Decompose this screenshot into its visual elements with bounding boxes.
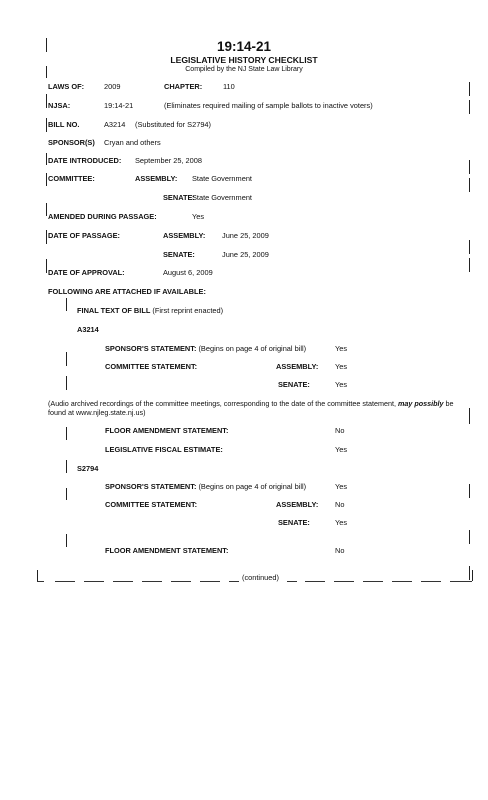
njsa-value: 19:14-21 xyxy=(104,101,134,110)
footer-dash xyxy=(37,581,44,582)
approval-value: August 6, 2009 xyxy=(163,268,213,277)
footer-corner-right xyxy=(472,570,473,581)
footer-dash xyxy=(229,581,239,582)
margin-bar xyxy=(46,153,47,165)
a3214-senate-label: SENATE: xyxy=(278,380,310,389)
s2794-assembly-label: ASSEMBLY: xyxy=(276,500,319,509)
margin-bar xyxy=(46,94,47,108)
page-title: LEGISLATIVE HISTORY CHECKLIST xyxy=(170,55,318,65)
a3214-sponsor-note: (Begins on page 4 of original bill) xyxy=(198,344,307,353)
a3214-sponsor-value: Yes xyxy=(335,344,348,353)
margin-bar xyxy=(46,203,47,216)
footer-dash xyxy=(363,581,383,582)
footer-dash xyxy=(305,581,325,582)
footer-dash xyxy=(334,581,354,582)
margin-bar xyxy=(66,488,67,500)
margin-bar xyxy=(66,376,67,390)
final-text-row xyxy=(77,306,223,315)
passage-assembly-value: June 25, 2009 xyxy=(222,231,269,240)
passage-label: DATE OF PASSAGE: xyxy=(48,231,120,240)
passage-senate-value: June 25, 2009 xyxy=(222,250,269,259)
njsa-label: NJSA: xyxy=(48,101,71,110)
committee-senate-value: State Government xyxy=(192,193,252,202)
a3214-assembly-label: ASSEMBLY: xyxy=(276,362,319,371)
margin-bar xyxy=(469,258,470,272)
sponsors-value: Cryan and others xyxy=(104,138,161,147)
sponsors-label: SPONSOR(S) xyxy=(48,138,95,147)
footer-dash xyxy=(171,581,191,582)
margin-bar xyxy=(469,100,470,114)
bill-no-value: A3214 xyxy=(104,120,126,129)
laws-of-label: LAWS OF: xyxy=(48,82,85,91)
s2794-sponsor-value: Yes xyxy=(335,482,348,491)
amended-value: Yes xyxy=(192,212,205,221)
a3214-sponsor-row xyxy=(105,344,306,353)
s2794-assembly-value: No xyxy=(335,500,345,509)
footer-dash xyxy=(421,581,441,582)
footer-dash xyxy=(287,581,297,582)
document-number: 19:14-21 xyxy=(216,39,272,54)
amended-label: AMENDED DURING PASSAGE: xyxy=(48,212,157,221)
margin-bar xyxy=(469,484,470,498)
margin-bar xyxy=(469,566,470,580)
margin-bar xyxy=(46,118,47,132)
s2794-senate-label: SENATE: xyxy=(278,518,310,527)
laws-of-value: 2009 xyxy=(104,82,121,91)
bill-a3214-heading: A3214 xyxy=(77,325,99,334)
audio-note-text: (Audio archived recordings of the committee meetings, corresponding to the date of the committee statement, xyxy=(48,399,396,408)
bill-no-note: (Substituted for S2794) xyxy=(135,120,212,129)
a3214-floor-value: No xyxy=(335,426,345,435)
margin-bar xyxy=(469,160,470,174)
footer-dash xyxy=(200,581,220,582)
a3214-assembly-value: Yes xyxy=(335,362,348,371)
margin-bar xyxy=(46,173,47,186)
audio-note-emphasis: may possibly xyxy=(397,399,444,408)
margin-bar xyxy=(469,530,470,544)
footer-dash xyxy=(450,581,472,582)
footer-dash xyxy=(55,581,75,582)
margin-bar xyxy=(66,427,67,440)
passage-senate-label: SENATE: xyxy=(163,250,195,259)
s2794-senate-value: Yes xyxy=(335,518,348,527)
passage-assembly-label: ASSEMBLY: xyxy=(163,231,206,240)
committee-senate-label: SENATE: xyxy=(163,193,195,202)
s2794-sponsor-note: (Begins on page 4 of original bill) xyxy=(198,482,307,491)
a3214-senate-value: Yes xyxy=(335,380,348,389)
footer-dash xyxy=(142,581,162,582)
compiled-by: Compiled by the NJ State Law Library xyxy=(185,66,303,73)
date-introduced-label: DATE INTRODUCED: xyxy=(48,156,122,165)
s2794-sponsor-label: SPONSOR'S STATEMENT: xyxy=(105,482,197,491)
approval-label: DATE OF APPROVAL: xyxy=(48,268,125,277)
margin-bar xyxy=(469,240,470,254)
footer-corner-left xyxy=(37,570,38,581)
footer-dash xyxy=(392,581,412,582)
s2794-floor-label: FLOOR AMENDMENT STATEMENT: xyxy=(105,546,229,555)
final-text-label: FINAL TEXT OF BILL xyxy=(77,306,151,315)
audio-archive-note xyxy=(48,399,472,417)
s2794-floor-value: No xyxy=(335,546,345,555)
margin-bar xyxy=(46,66,47,78)
margin-bar xyxy=(66,352,67,366)
date-introduced-value: September 25, 2008 xyxy=(135,156,202,165)
a3214-fiscal-label: LEGISLATIVE FISCAL ESTIMATE: xyxy=(105,445,223,454)
margin-bar xyxy=(469,82,470,96)
a3214-sponsor-label: SPONSOR'S STATEMENT: xyxy=(105,344,197,353)
a3214-floor-label: FLOOR AMENDMENT STATEMENT: xyxy=(105,426,229,435)
a3214-committee-label: COMMITTEE STATEMENT: xyxy=(105,362,198,371)
margin-bar xyxy=(66,298,67,311)
a3214-fiscal-value: Yes xyxy=(335,445,348,454)
margin-bar xyxy=(46,38,47,52)
bill-no-label: BILL NO. xyxy=(48,120,80,129)
audio-note-link-text: be found at www.njleg.state.nj.us) xyxy=(48,399,454,417)
committee-label: COMMITTEE: xyxy=(48,174,95,183)
chapter-value: 110 xyxy=(223,82,235,91)
margin-bar xyxy=(66,460,67,473)
njsa-description: (Eliminates required mailing of sample ballots to inactive voters) xyxy=(164,101,373,110)
margin-bar xyxy=(469,178,470,192)
bill-s2794-heading: S2794 xyxy=(77,464,99,473)
final-text-note: (First reprint enacted) xyxy=(152,306,224,315)
margin-bar xyxy=(46,230,47,244)
committee-assembly-label: ASSEMBLY: xyxy=(135,174,178,183)
footer-dash xyxy=(84,581,104,582)
s2794-committee-label: COMMITTEE STATEMENT: xyxy=(105,500,198,509)
committee-assembly-value: State Government xyxy=(192,174,252,183)
continued-label: (continued) xyxy=(242,573,279,582)
chapter-label: CHAPTER: xyxy=(164,82,203,91)
footer-dash xyxy=(113,581,133,582)
margin-bar xyxy=(46,259,47,273)
s2794-sponsor-row xyxy=(105,482,306,491)
margin-bar xyxy=(66,534,67,547)
attached-heading: FOLLOWING ARE ATTACHED IF AVAILABLE: xyxy=(48,287,206,296)
